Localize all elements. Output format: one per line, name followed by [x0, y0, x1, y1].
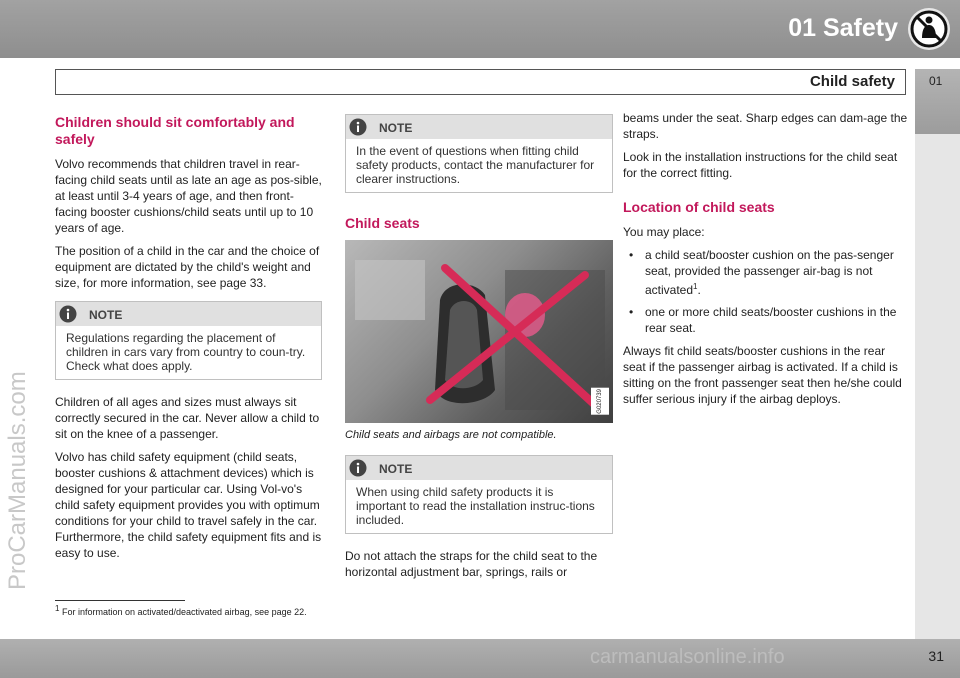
paragraph: The position of a child in the car and the choice of equipment are dictated by the child's weight and size, for more information, see page 33.: [55, 244, 320, 290]
watermark-carmanualsonline: carmanualsonline.info: [590, 646, 785, 668]
column-3: [623, 110, 908, 414]
column-2: [345, 112, 613, 587]
seatbelt-warning-icon: [907, 7, 951, 51]
heading-children-comfortable: Children should sit comfortably and safely: [55, 114, 295, 147]
note-text: When using child safety products it is important to read the installation instruc-tions included.: [356, 485, 595, 527]
watermark-procarmanuals: ProCarManuals.com: [4, 371, 31, 590]
paragraph: Volvo has child safety equipment (child seats, booster cushions & attachment devices) which is designed for your particular car. Using Vol-vo's child safety equipment provides you with optimum conditions for your child to travel safely in the car. Furthermore, the child safety equipment fits and is easy to use.: [55, 450, 322, 560]
footnote: [55, 604, 307, 617]
list-item: [623, 304, 908, 336]
chapter-side-tab: [915, 69, 960, 134]
page-number: 31: [928, 648, 944, 664]
chapter-title: 01 Safety: [788, 14, 898, 42]
paragraph: Volvo recommends that children travel in rear-facing child seats until as late an age as pos-sible, at least until 3-4 years of age, and then front-facing booster cushions/child seats until up to 10 years of age.: [55, 157, 322, 235]
note-box: [345, 455, 613, 534]
footnote-number: 1: [55, 604, 60, 613]
note-text: In the event of questions when fitting child safety products, contact the manufacturer for clearer instructions.: [356, 144, 595, 186]
note-header: [56, 302, 321, 326]
paragraph: beams under the seat. Sharp edges can dam-age the straps.: [623, 111, 908, 141]
note-header: [346, 115, 612, 139]
heading-location-child-seats: Location of child seats: [623, 199, 775, 215]
figure-caption: Child seats and airbags are not compatible.: [345, 429, 557, 441]
paragraph: Do not attach the straps for the child seat to the horizontal adjustment bar, springs, rails or: [345, 549, 598, 579]
heading-child-seats: Child seats: [345, 215, 420, 231]
footer-bar: [0, 639, 960, 678]
info-icon: [349, 118, 367, 136]
placement-list: [623, 247, 908, 336]
paragraph: You may place:: [623, 225, 705, 239]
footnote-ref: 1: [693, 282, 698, 291]
paragraph: Children of all ages and sizes must always sit correctly secured in the car. Never allow a child to sit on the knee of a passenger.: [55, 395, 320, 441]
figure-code: G020739: [591, 388, 609, 415]
side-strip: [915, 134, 960, 639]
note-box: [345, 114, 613, 193]
info-icon: [349, 459, 367, 477]
note-label: NOTE: [379, 121, 413, 135]
list-item-text: a child seat/booster cushion on the pas-senger seat, provided the passenger air-bag is not activated: [645, 248, 894, 297]
section-header: [55, 69, 906, 95]
list-item-text: one or more child seats/booster cushions in the rear seat.: [645, 305, 897, 335]
section-title: Child safety: [809, 73, 895, 90]
column-1: [55, 112, 322, 568]
info-icon: [59, 305, 77, 323]
footnote-text: For information on activated/deactivated airbag, see page 22.: [61, 607, 307, 617]
paragraph: Always fit child seats/booster cushions in the rear seat if the passenger airbag is activated. If a child is sitting on the front passenger seat then he/she could suffer serious injury if the airbag deploys.: [623, 344, 902, 406]
header-bar: [0, 0, 960, 58]
note-label: NOTE: [379, 462, 413, 476]
child-seat-airbag-illustration: [345, 240, 613, 423]
paragraph: Look in the installation instructions for the child seat for the correct fitting.: [623, 150, 898, 180]
chapter-side-tab-label: 01: [929, 74, 943, 88]
note-label: NOTE: [89, 308, 123, 322]
note-text: Regulations regarding the placement of children in cars vary from country to coun-try. Check what does apply.: [66, 331, 306, 373]
illustration-drawing: [345, 240, 613, 423]
footnote-divider: [55, 600, 185, 601]
list-item: • a child seat/booster cushion on the pas-senger seat, provided the passenger air-bag is not activated$^1$.: [623, 247, 908, 298]
note-header: [346, 456, 612, 480]
note-box: [55, 301, 322, 380]
